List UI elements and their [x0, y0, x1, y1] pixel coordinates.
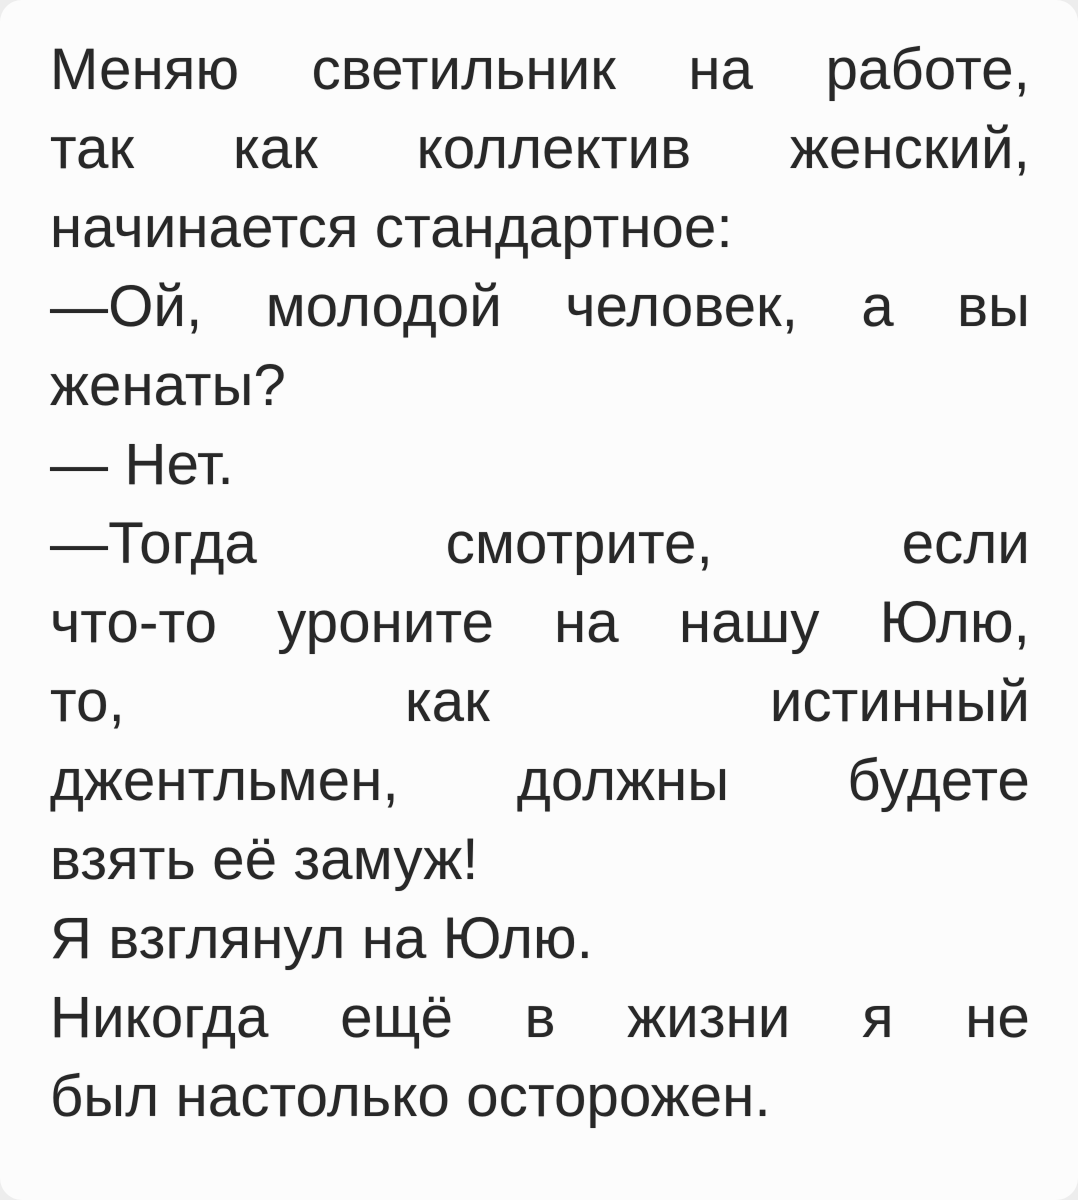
text-line: Я взглянул на Юлю. — [50, 906, 594, 971]
text-line: Никогда ещё в жизни я не — [50, 985, 1030, 1050]
text-line: так как коллектив женский, — [50, 116, 1030, 181]
text-line: —Тогда смотрите, если — [50, 511, 1030, 576]
text-line: —Ой, молодой человек, а вы — [50, 274, 1030, 339]
text-line: женаты? — [50, 353, 286, 418]
text-line: то, как истинный — [50, 669, 1030, 734]
text-line: взять её замуж! — [50, 827, 479, 892]
joke-text — [50, 30, 1030, 1136]
text-line: начинается стандартное: — [50, 195, 733, 260]
text-line: Меняю светильник на работе, — [50, 37, 1030, 102]
text-line: джентльмен, должны будете — [50, 748, 1030, 813]
text-line: был настолько осторожен. — [50, 1064, 771, 1129]
text-line: что-то уроните на нашу Юлю, — [50, 590, 1030, 655]
text-line: — Нет. — [50, 432, 234, 497]
